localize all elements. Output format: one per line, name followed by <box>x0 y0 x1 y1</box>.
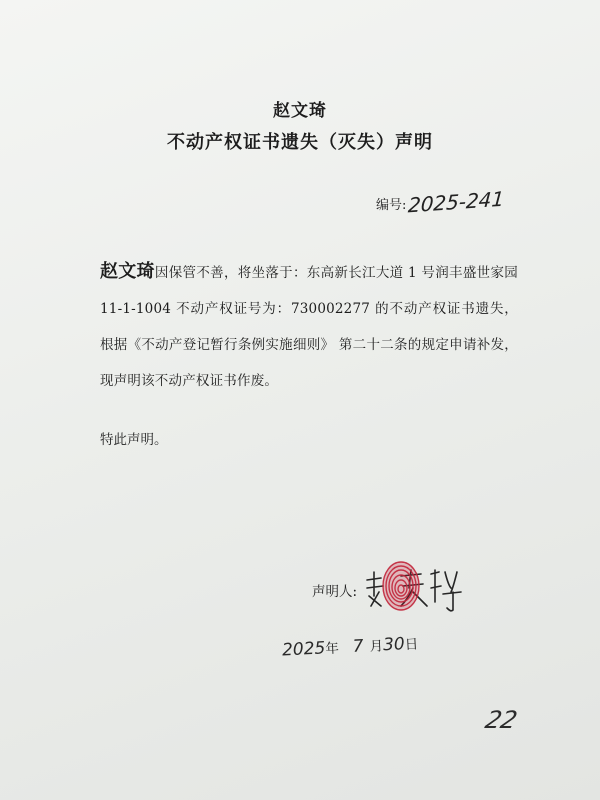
body-text: 因保管不善，将坐落于：东高新长江大道 1 号润丰盛世家园 11-1-1004 不动产权证号为：730002277 的不动产权证书遗失，根据《不动产登记暂行条例实施细则》 第二十二条的规定申请补发，现声明该不动产权证书作废。 <box>100 265 518 389</box>
document-number <box>376 186 506 218</box>
signature <box>361 566 471 614</box>
number-value-handwritten: 2025-241 <box>407 186 506 218</box>
fingerprint-icon <box>381 560 421 612</box>
date-day: 30 <box>382 634 406 656</box>
date-row <box>282 632 419 660</box>
date-year: 2025 <box>281 638 326 661</box>
date-day-suffix: 日 <box>404 636 419 654</box>
declarant-name-heading: 赵文琦 <box>273 101 327 121</box>
page-number-mark: 22 <box>482 706 521 734</box>
signer-row <box>312 566 471 614</box>
body-declarant-name: 赵文琦 <box>100 261 155 282</box>
date-year-suffix: 年 <box>324 640 340 658</box>
signer-label: 声明人: <box>312 584 358 600</box>
closing-statement: 特此声明。 <box>100 432 168 448</box>
date-month-suffix: 月 <box>369 638 384 655</box>
date-month: 7 <box>352 636 365 657</box>
declaration-body <box>100 254 518 399</box>
document-title: 不动产权证书遗失（灭失）声明 <box>167 132 433 153</box>
number-label: 编号: <box>376 198 407 213</box>
